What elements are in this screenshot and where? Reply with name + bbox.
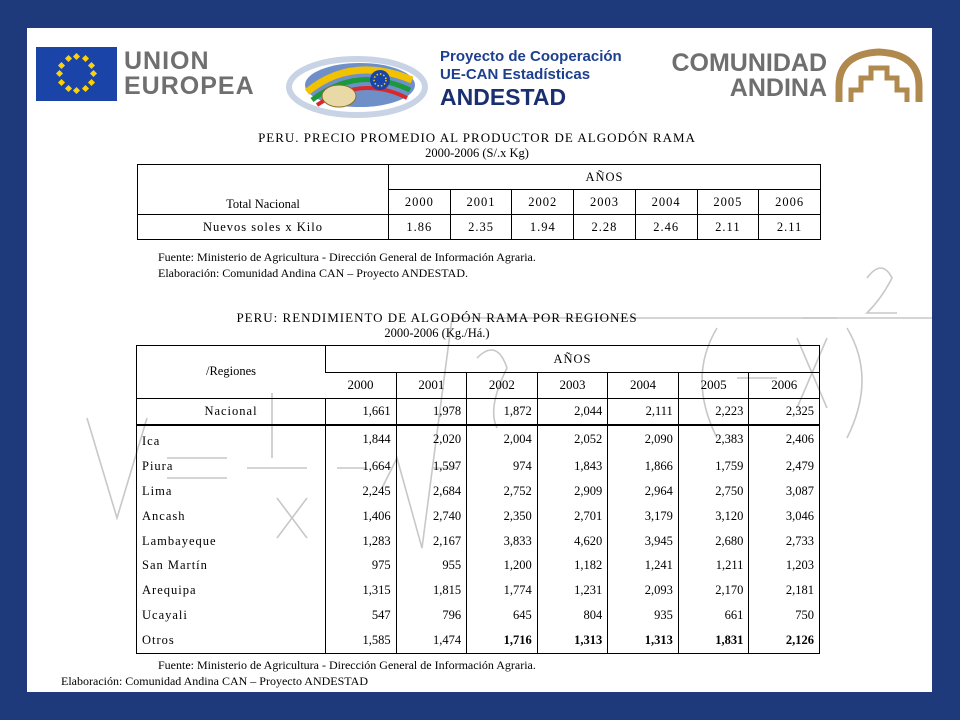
table2-year: 2003 — [537, 373, 608, 399]
project-line1: Proyecto de Cooperación — [440, 48, 622, 65]
table2-value: 2,090 — [608, 425, 679, 455]
table1-year: 2000 — [389, 190, 451, 215]
table2-value: 1,759 — [678, 454, 749, 479]
table2-value: 1,313 — [537, 628, 608, 653]
table1-year: 2004 — [635, 190, 697, 215]
table2-year: 2002 — [467, 373, 538, 399]
table2-value: 750 — [749, 603, 820, 628]
eu-star-icon — [56, 70, 63, 77]
table1-year: 2005 — [697, 190, 759, 215]
table2-value: 3,046 — [749, 504, 820, 529]
table2-value: 1,597 — [396, 454, 467, 479]
table2-value: 2,170 — [678, 578, 749, 603]
table2-value: 1,831 — [678, 628, 749, 653]
table1-years-header: AÑOS — [389, 165, 821, 190]
table2-value: 2,167 — [396, 529, 467, 554]
eu-star-icon — [88, 61, 95, 68]
header-banner — [27, 28, 932, 123]
table2-value: 935 — [608, 603, 679, 628]
table2-region-label: Piura — [142, 459, 174, 474]
table1-value: 2.11 — [697, 215, 759, 240]
table2-value: 1,313 — [608, 628, 679, 653]
table2-value: 2,325 — [749, 398, 820, 424]
can-text-line1: COMUNIDAD — [671, 49, 827, 77]
table1-year: 2003 — [574, 190, 636, 215]
table2-value: 2,111 — [608, 398, 679, 424]
table2-value: 2,181 — [749, 578, 820, 603]
eu-star-icon — [81, 85, 88, 92]
eu-text-line2: EUROPEA — [124, 72, 255, 100]
table1-value: 2.35 — [450, 215, 512, 240]
table2-region-row — [137, 529, 820, 554]
project-line3: ANDESTAD — [440, 84, 567, 110]
table1-year: 2002 — [512, 190, 574, 215]
project-logo-text — [440, 48, 622, 110]
table2-region-label: Arequipa — [142, 583, 197, 598]
table2-region-label: San Martín — [142, 558, 208, 573]
table2-value: 1,211 — [678, 554, 749, 579]
table1-source-note: Fuente: Ministerio de Agricultura - Dirección General de Información Agraria. — [158, 250, 536, 264]
table2-value: 1,843 — [537, 454, 608, 479]
table1-value: 2.46 — [635, 215, 697, 240]
eu-star-icon — [90, 70, 97, 77]
table2-region-row — [137, 454, 820, 479]
table2-value: 955 — [396, 554, 467, 579]
table2-value: 645 — [467, 603, 538, 628]
table2-value: 2,964 — [608, 479, 679, 504]
table2-value: 2,750 — [678, 479, 749, 504]
table1-title: PERU. PRECIO PROMEDIO AL PRODUCTOR DE ALGODÓN RAMA — [258, 130, 696, 145]
table2-value: 2,223 — [678, 398, 749, 424]
table2-value: 1,203 — [749, 554, 820, 579]
table2-value: 3,945 — [608, 529, 679, 554]
table2-region-row — [137, 554, 820, 579]
table2-year: 2006 — [749, 373, 820, 399]
table2-subtitle: 2000-2006 (Kg./Há.) — [384, 326, 490, 340]
table2-value: 1,200 — [467, 554, 538, 579]
table2-region-label: Ancash — [142, 508, 186, 523]
table2-value: 1,774 — [467, 578, 538, 603]
table2-value: 1,844 — [326, 425, 397, 455]
eu-star-icon — [64, 85, 71, 92]
table2-region-row — [137, 425, 820, 455]
table1-subtitle: 2000-2006 (S/.x Kg) — [425, 146, 529, 160]
table2-value: 2,383 — [678, 425, 749, 455]
eu-star-icon — [81, 55, 88, 62]
table2-value: 547 — [326, 603, 397, 628]
table2-value: 2,004 — [467, 425, 538, 455]
table2-value: 1,661 — [326, 398, 397, 424]
yield-table — [136, 345, 820, 654]
eu-star-icon — [73, 53, 80, 60]
table2-value: 1,406 — [326, 504, 397, 529]
can-text-line2: ANDINA — [729, 74, 827, 102]
table2-credit-note: Elaboración: Comunidad Andina CAN – Proyecto ANDESTAD — [61, 674, 369, 688]
price-table — [137, 164, 821, 240]
table2-region-row — [137, 628, 820, 653]
table2-region-label: Otros — [142, 632, 175, 647]
table2-region-row — [137, 479, 820, 504]
eu-flag-icon — [36, 47, 117, 101]
table1-value: 1.94 — [512, 215, 574, 240]
table2-value: 3,120 — [678, 504, 749, 529]
table1-year: 2001 — [450, 190, 512, 215]
can-logo-text — [665, 51, 827, 101]
table2-value: 1,241 — [608, 554, 679, 579]
table2-region-row — [137, 504, 820, 529]
eu-text-line1: UNION — [124, 47, 210, 75]
table2-value: 1,474 — [396, 628, 467, 653]
table1-value: 2.11 — [759, 215, 821, 240]
table2-value: 2,684 — [396, 479, 467, 504]
table2-value: 2,909 — [537, 479, 608, 504]
can-arch-icon — [833, 46, 925, 104]
table2-region-row — [137, 603, 820, 628]
andestad-swirl-icon — [282, 50, 432, 125]
table1-row-label: Nuevos soles x Kilo — [138, 215, 389, 240]
table2-national-row — [137, 398, 820, 424]
table2-year: 2005 — [678, 373, 749, 399]
table2-value: 2,052 — [537, 425, 608, 455]
table2-value: 1,815 — [396, 578, 467, 603]
table2-value: 2,740 — [396, 504, 467, 529]
table2-value: 1,315 — [326, 578, 397, 603]
table1-value: 2.28 — [574, 215, 636, 240]
table2-value: 796 — [396, 603, 467, 628]
table2-value: 1,978 — [396, 398, 467, 424]
project-line2: UE-CAN Estadísticas — [440, 66, 591, 83]
table2-value: 1,866 — [608, 454, 679, 479]
table2-value: 2,044 — [537, 398, 608, 424]
table2-value: 1,716 — [467, 628, 538, 653]
table2-value: 2,733 — [749, 529, 820, 554]
table2-value: 1,664 — [326, 454, 397, 479]
table2-value: 3,833 — [467, 529, 538, 554]
table2-value: 2,680 — [678, 529, 749, 554]
eu-star-icon — [64, 55, 71, 62]
table2-value: 2,752 — [467, 479, 538, 504]
table2-region-label: Ica — [142, 434, 161, 449]
table1-credit-note: Elaboración: Comunidad Andina CAN – Proyecto ANDESTAD. — [158, 266, 469, 280]
table2-years-header: AÑOS — [326, 346, 820, 373]
table2-value: 974 — [467, 454, 538, 479]
table2-value: 1,872 — [467, 398, 538, 424]
table2-year: 2001 — [396, 373, 467, 399]
table2-value: 3,087 — [749, 479, 820, 504]
table2-value: 2,093 — [608, 578, 679, 603]
table2-value: 2,350 — [467, 504, 538, 529]
eu-star-icon — [88, 78, 95, 85]
table2-region-rows — [137, 425, 820, 654]
table2-value: 975 — [326, 554, 397, 579]
table2-value: 2,479 — [749, 454, 820, 479]
table2-value: 4,620 — [537, 529, 608, 554]
eu-star-icon — [58, 61, 65, 68]
table2-source-note: Fuente: Ministerio de Agricultura - Dirección General de Información Agraria. — [158, 658, 536, 672]
table2-title: PERU: RENDIMIENTO DE ALGODÓN RAMA POR REGIONES — [236, 310, 638, 325]
table2-region-label: Ucayali — [142, 608, 188, 623]
table2-region-label: Lima — [142, 484, 173, 499]
table2-value: 804 — [537, 603, 608, 628]
table2-year: 2004 — [608, 373, 679, 399]
table2-value: 1,585 — [326, 628, 397, 653]
table1-row-header: Total Nacional — [138, 165, 389, 215]
table2-value: 2,701 — [537, 504, 608, 529]
eu-star-icon — [73, 87, 80, 94]
eu-logo-text — [124, 49, 255, 99]
eu-star-icon — [58, 78, 65, 85]
table2-region-label: Lambayeque — [142, 533, 217, 548]
table2-value: 1,231 — [537, 578, 608, 603]
table2-value: 2,406 — [749, 425, 820, 455]
table2-value: 1,182 — [537, 554, 608, 579]
table2-region-row — [137, 578, 820, 603]
slide — [27, 28, 932, 692]
table1-year: 2006 — [759, 190, 821, 215]
table2-national-label: Nacional — [137, 398, 326, 424]
table2-row-header: /Regiones — [137, 346, 326, 399]
table2-value: 1,283 — [326, 529, 397, 554]
table1-data-row — [138, 215, 821, 240]
table2-year: 2000 — [326, 373, 397, 399]
table2-value: 2,245 — [326, 479, 397, 504]
table2-value: 2,126 — [749, 628, 820, 653]
table1-value: 1.86 — [389, 215, 451, 240]
table2-value: 2,020 — [396, 425, 467, 455]
table2-value: 661 — [678, 603, 749, 628]
table2-value: 3,179 — [608, 504, 679, 529]
